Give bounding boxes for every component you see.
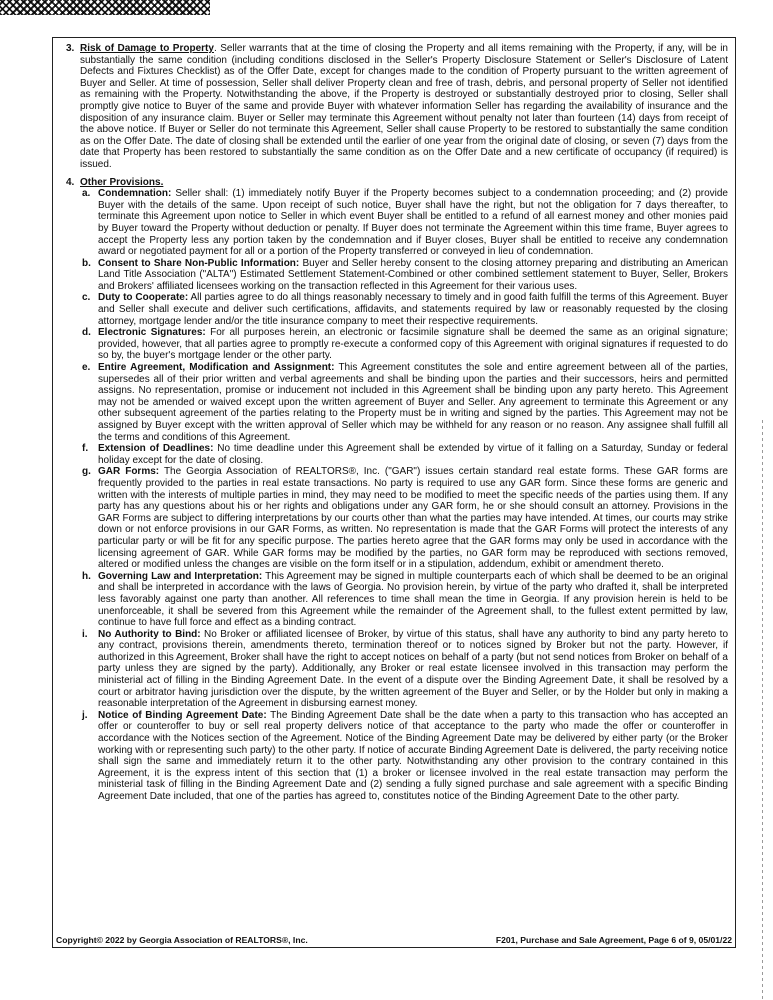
- provision-title: Notice of Binding Agreement Date:: [98, 709, 267, 721]
- provision-letter: c.: [82, 292, 91, 304]
- section-number: 4.: [66, 176, 75, 188]
- provision-letter: f.: [82, 443, 89, 455]
- provision-title: Governing Law and Interpretation:: [98, 570, 263, 582]
- provision-letter: b.: [82, 257, 91, 269]
- provision-item: [80, 258, 728, 293]
- provision-letter: d.: [82, 327, 91, 339]
- provision-paragraph: [98, 292, 728, 327]
- provision-paragraph: [98, 258, 728, 293]
- provision-text: For all purposes herein, an electronic or facsimile signature shall be deemed the same as an original signature; provided, however, that all parties agree to promptly re-execute a conformed copy of this Agreement with original signatures if requested to do so by, the buyer's mortgage lender or the other party.: [98, 327, 728, 362]
- provision-title: Extension of Deadlines:: [98, 443, 214, 455]
- provision-title: No Authority to Bind:: [98, 628, 201, 640]
- provision-letter: g.: [82, 466, 91, 478]
- provision-text: All parties agree to do all things reasonably necessary to timely and in good faith fulfill the terms of this Agreement. Buyer and Seller shall execute and deliver such certifications, affidavits, and statements required by law or reasonably requested by the closing attorney, mortgage lender and/or the title insurance company to meet their respective requirements.: [98, 292, 729, 327]
- provision-paragraph: [98, 188, 728, 258]
- provision-item: [80, 443, 728, 466]
- section-text: Seller warrants that at the time of closing the Property and all items remaining with the Property, if any, will be in substantially the same condition (including conditions disclosed in the Seller's Property Disclosure Statement or Seller's Disclosure of Latent Defects and Fixtures Checklist) as of the Offer Date, except for changes made to the condition of Property pursuant to the written agreement of Buyer and Seller. At time of possession, Seller shall deliver Property clean and free of trash, debris, and personal property of Seller not identified as remaining with the Property. Notwithstanding the above, if the Property is destroyed or substantially destroyed prior to closing, Seller shall promptly give notice to Buyer of the same and provide Buyer with whatever information Seller has regarding the availability of insurance and the disposition of any insurance claim. Buyer or Seller may terminate this Agreement without penalty not later than fourteen (14) days from receipt of the above notice. If Buyer or Seller do not terminate this Agreement, Seller shall cause Property to be restored to substantially the same condition as on the Offer Date. The date of closing shall be extended until the earlier of one year from the original date of closing, or seven (7) days from the date that Property has been restored to substantially the same condition as on the Offer Date and a new certificate of occupancy (if required) is issued.: [80, 43, 728, 170]
- provision-paragraph: [98, 327, 728, 362]
- provision-text: No time deadline under this Agreement shall be extended by virtue of it falling on a Saturday, Sunday or federal holiday except for the date of closing.: [98, 443, 728, 466]
- provision-list: [80, 188, 728, 802]
- provision-paragraph: [98, 629, 728, 710]
- section-4: [62, 177, 728, 803]
- provision-item: [80, 292, 728, 327]
- provision-paragraph: [98, 443, 728, 466]
- provision-text: Seller shall: (1) immediately notify Buyer if the Property becomes subject to a condemnation proceeding; and (2) provide Buyer with the details of the same. Upon receipt of such notice, Buyer shall have the right, but not the obligation for 7 days thereafter, to terminate this Agreement upon notice to Seller in which event Buyer shall be entitled to a refund of all earnest money and other monies paid by Buyer toward the Property without deduction or penalty. If Buyer does not terminate the Agreement within this time frame, Buyer agrees to accept the Property less any portion taken by the condemnation and if Buyer closes, Buyer shall be entitled to receive any condemnation award or negotiated payment for all or a portion of the Property transferred or conveyed in lieu of condemnation.: [98, 188, 728, 258]
- provision-text: This Agreement constitutes the sole and entire agreement between all of the parties, supersedes all of their prior written and verbal agreements and shall be binding upon the parties and their successors, heirs and permitted assigns. No representation, promise or inducement not included in this Agreement shall be binding upon any party hereto. This Agreement may not be amended or waived except upon the written agreement of Buyer and Seller. Any agreement to terminate this Agreement or any other subsequent agreement of the parties relating to the Property must be in writing and signed by the parties. This Agreement may not be assigned by Buyer except with the written approval of Seller which may be withheld for any reason or no reason. Any assignee shall fulfill all the terms and conditions of this Agreement.: [98, 362, 728, 443]
- footer-form-id: F201, Purchase and Sale Agreement, Page 6 of 9, 05/01/22: [495, 935, 732, 945]
- provision-text: Buyer and Seller hereby consent to the closing attorney preparing and distributing an American Land Title Association ("ALTA") Estimated Settlement Statement-Combined or other combined settlement statement to Buyer, Seller, Brokers and Brokers' affiliated licensees working on the transaction reflected in this Agreement for their various uses.: [98, 257, 729, 292]
- provision-letter: a.: [82, 188, 91, 200]
- section-title: Other Provisions.: [80, 176, 164, 188]
- section-title: Risk of Damage to Property: [80, 43, 214, 54]
- provision-text: This Agreement may be signed in multiple counterparts each of which shall be deemed to be an original and shall be interpreted in accordance with the laws of Georgia. No provision herein, by virtue of the party who drafted it, shall be interpreted less favorably against one party than another. All references to time shall mean the time in Georgia. If any provision herein is held to be unenforceable, it shall be severed from this Agreement while the remainder of the Agreement shall, to the fullest extent permitted by law, continue to have full force and effect as a binding contract.: [98, 570, 728, 629]
- provision-letter: i.: [82, 628, 88, 640]
- provision-title: Duty to Cooperate:: [98, 292, 189, 304]
- section-3: [62, 43, 728, 171]
- provision-item: [80, 188, 728, 258]
- provision-title: Consent to Share Non-Public Information:: [98, 257, 300, 269]
- provision-item: [80, 362, 728, 443]
- section-paragraph: Risk of Damage to Property. Seller warrants that at the time of closing the Property and all items remaining with the Property, if any, will be in substantially the same condition (including conditions disclosed in the Seller's Property Disclosure Statement or Seller's Disclosure of Latent Defects and Fixtures Checklist) as of the Offer Date, except for changes made to the condition of Property pursuant to the written agreement of Buyer and Seller. At time of possession, Seller shall deliver Property clean and free of trash, debris, and personal property of Seller not identified as remaining with the Property. Notwithstanding the above, if the Property is destroyed or substantially destroyed prior to closing, Seller shall promptly give notice to Buyer of the same and provide Buyer with whatever information Seller has regarding the availability of insurance and the disposition of any insurance claim. Buyer or Seller may terminate this Agreement without penalty not later than fourteen (14) days from receipt of the above notice. If Buyer or Seller do not terminate this Agreement, Seller shall cause Property to be restored to substantially the same condition as on the Offer Date. The date of closing shall be extended until the earlier of one year from the original date of closing, or seven (7) days from the date that Property has been restored to substantially the same condition as on the Offer Date and a new certificate of occupancy (if required) is issued.: [80, 43, 728, 170]
- provision-text: The Georgia Association of REALTORS®, Inc. ("GAR") issues certain standard real estate forms. These GAR forms are frequently provided to the parties in real estate transactions. No party is required to use any GAR form. Since these forms are generic and written with the interests of multiple parties in mind, they may need to be modified to meet the specific needs of the parties using them. If any party has any questions about his or her rights and obligations under any GAR form, he or she should consult an attorney. Provisions in the GAR Forms are subject to differing interpretations by our courts other than what the parties may have intended. At times, our courts may strike down or not enforce provisions in our GAR Forms, as written. No representation is made that the GAR Forms will protect the interests of any particular party or will be fit for any specific purpose. The parties hereto agree that the GAR forms may only be used in accordance with the licensing agreement of GAR. While GAR forms may be modified by the parties, no GAR form may be reproduced with sections removed, altered or modified unless the changes are visible on the form itself or in a stipulation, addendum, exhibit or amendment thereto.: [98, 466, 728, 571]
- provision-text: The Binding Agreement Date shall be the date when a party to this transaction who has accepted an offer or counteroffer to buy or sell real property delivers notice of that acceptance to the party who made the offer or counteroffer in accordance with the Notices section of the Agreement. Notice of the Binding Agreement Date may be delivered by either party (or the Broker working with or representing such party) to the other party. If notice of accurate Binding Agreement Date is delivered, the party receiving notice shall sign the same and immediately return it to the other party. Notwithstanding any other provision to the contrary contained in this Agreement, it is the express intent of this section that (1) a broker or licensee involved in the real estate transaction may perform the ministerial task of filling in the Binding Agreement Date and (2) sending a fully signed purchase and sale agreement with a specific Binding Agreement Date included, that one of the parties has agreed to, constitutes notice of the Binding Agreement Date to the other party.: [98, 709, 728, 802]
- page-edge-line: [762, 420, 763, 1000]
- provision-paragraph: [98, 710, 728, 803]
- redaction-bar: [0, 0, 210, 15]
- footer-copyright: Copyright© 2022 by Georgia Association of REALTORS®, Inc.: [56, 935, 308, 945]
- provision-title: Entire Agreement, Modification and Assignment:: [98, 362, 335, 374]
- provision-letter: e.: [82, 362, 91, 374]
- provision-title: GAR Forms:: [98, 466, 160, 478]
- provision-paragraph: [98, 362, 728, 443]
- provision-item: [80, 571, 728, 629]
- section-number: 3.: [66, 43, 75, 54]
- provision-item: [80, 327, 728, 362]
- document-body: [62, 43, 728, 809]
- provision-item: [80, 466, 728, 570]
- provision-title: Condemnation:: [98, 188, 172, 200]
- provision-paragraph: [98, 571, 728, 629]
- provision-text: No Broker or affiliated licensee of Broker, by virtue of this status, shall have any authority to bind any party hereto to any contract, provisions therein, amendments thereto, termination thereof or to notices signed by Broker but not the party. However, if authorized in this Agreement, Broker shall have the right to accept notices on behalf of a party (but not send notices from Broker on behalf of a party unless they are signed by the party). Additionally, any Broker or real estate licensee involved in this transaction may perform the ministerial act of filling in the Binding Agreement Date. In the event of a dispute over the Binding Agreement Date, it shall be resolved by a court or arbitrator having jurisdiction over the dispute, by the written agreement of the Buyer and Seller, or by the Holder but only in making a reasonable interpretation of the Agreement in disbursing earnest money.: [98, 628, 729, 710]
- provision-title: Electronic Signatures:: [98, 327, 206, 339]
- page-footer: [56, 935, 732, 945]
- provision-item: [80, 629, 728, 710]
- provision-letter: j.: [82, 709, 88, 721]
- provision-paragraph: [98, 466, 728, 570]
- provision-item: [80, 710, 728, 803]
- provision-letter: h.: [82, 570, 91, 582]
